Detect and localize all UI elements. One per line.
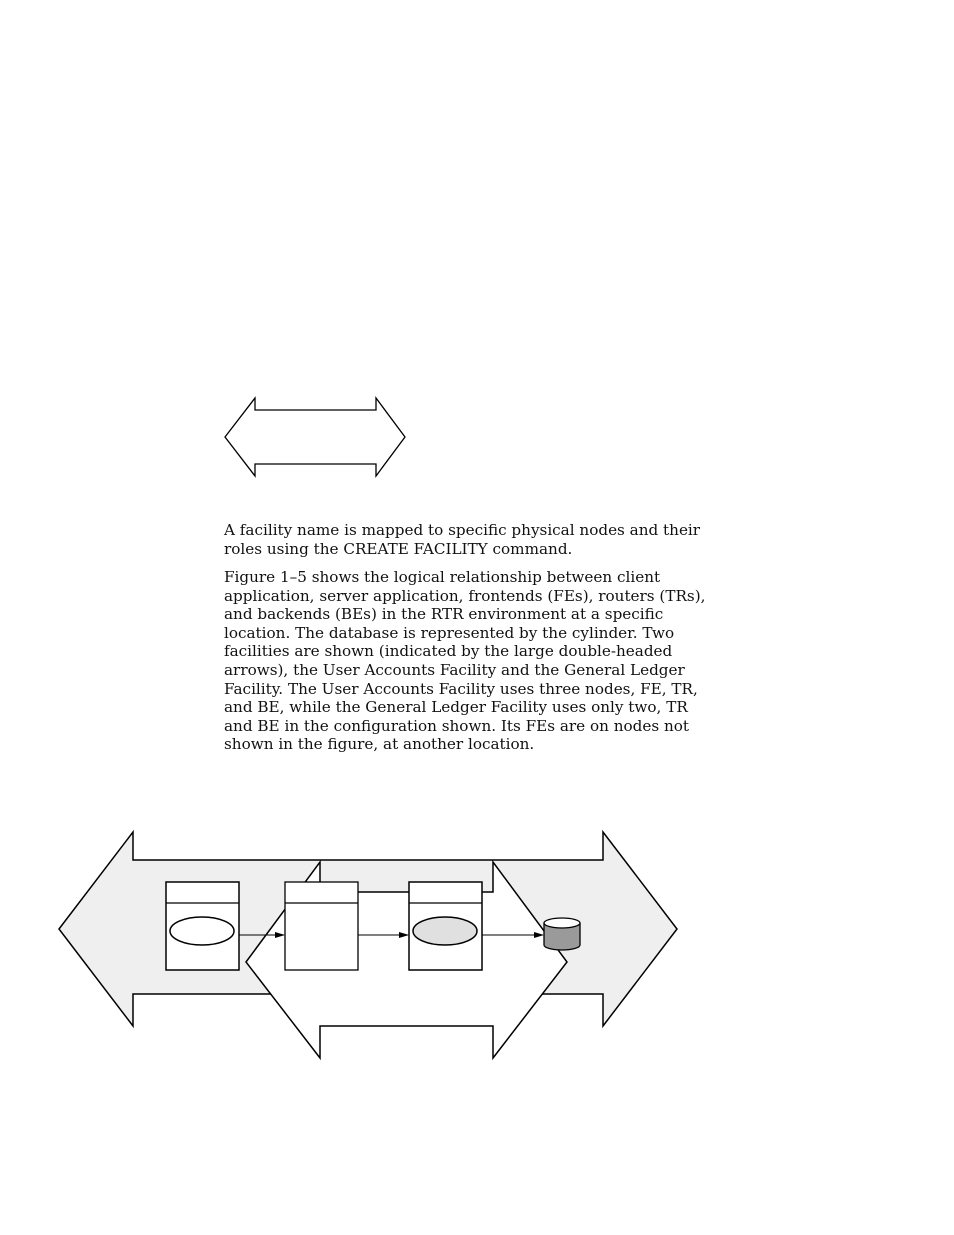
database-cylinder-icon [544, 918, 580, 950]
backend-node [409, 882, 482, 970]
server-application-ellipse [413, 917, 477, 945]
body-paragraph-2: Figure 1–5 shows the logical relationship between client application, server application, frontends (FEs), routers (TRs), and backends (BEs) in the RTR environment at a specific location. The database is represented by the cylinder. Two facilities are shown (indicated by the large double-headed arrows), the User Accounts Facility and the General Ledger Facility. The User Accounts Facility uses three nodes, FE, TR, and BE, while the General Ledger Facility uses only two, TR and BE in the configuration shown. Its FEs are on nodes not shown in the figure, at another location. [224, 568, 706, 754]
router-node [285, 882, 358, 970]
body-paragraph-1: A facility name is mapped to specific physical nodes and their roles using the CREATE FACILITY command. [224, 521, 701, 558]
frontend-node [166, 882, 239, 970]
client-application-ellipse [170, 917, 234, 945]
